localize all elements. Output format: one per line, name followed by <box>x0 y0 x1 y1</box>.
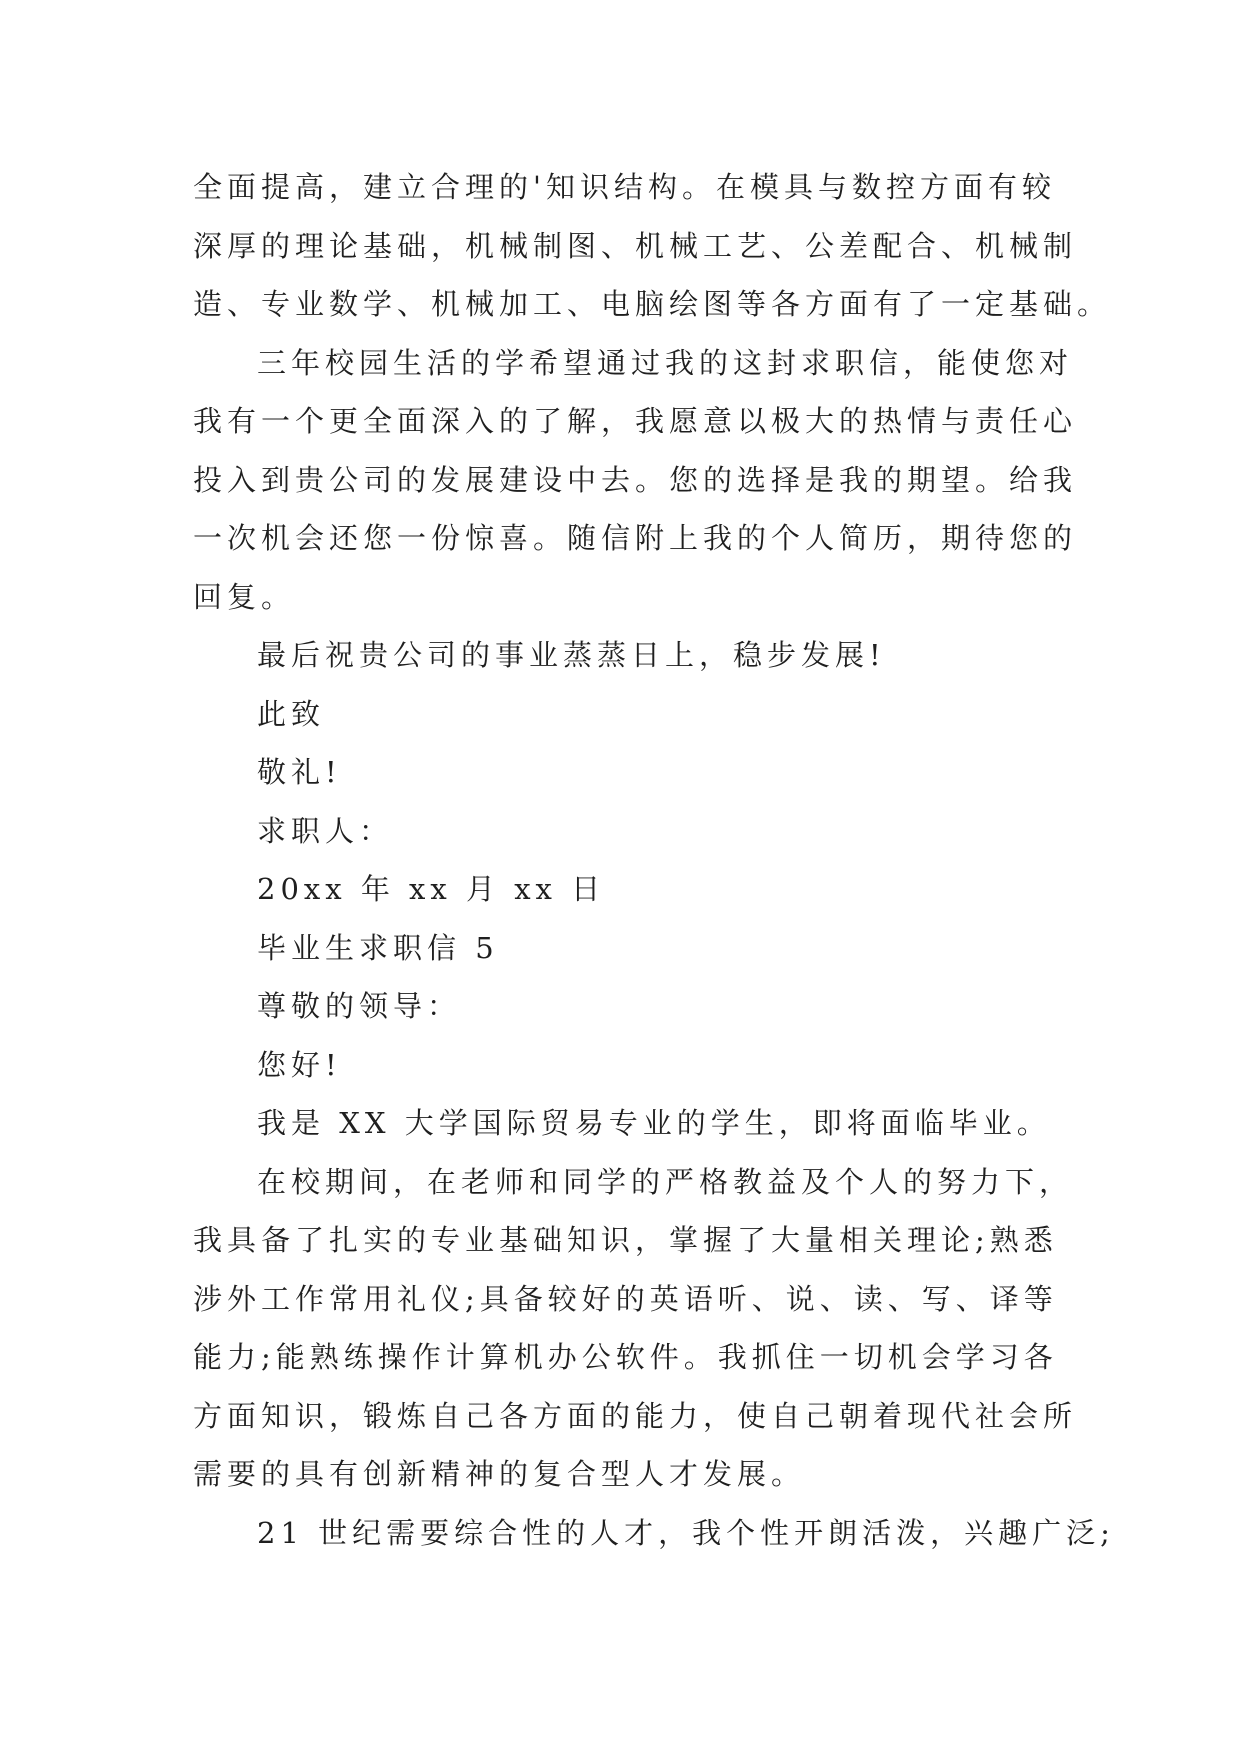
text-line: 深厚的理论基础，机械制图、机械工艺、公差配合、机械制 <box>193 228 1078 263</box>
text-line: 造、专业数学、机械加工、电脑绘图等各方面有了一定基础。 <box>193 287 1112 321</box>
text-line: 涉外工作常用礼仪;具备较好的英语听、说、读、写、译等 <box>193 1281 1058 1316</box>
letter-date: 20xx 年 xx 月 xx 日 <box>257 872 606 906</box>
signature-label: 求职人： <box>257 813 394 848</box>
greeting: 尊敬的领导： <box>257 989 462 1023</box>
text-line: 三年校园生活的学希望通过我的这封求职信，能使您对 <box>257 345 1074 380</box>
text-line: 回复。 <box>193 579 296 614</box>
closing-regards: 敬礼! <box>257 755 342 789</box>
closing-salutation: 此致 <box>257 696 326 731</box>
section-title: 毕业生求职信 5 <box>257 930 499 965</box>
text-line: 在校期间，在老师和同学的严格教益及个人的努力下， <box>257 1164 1074 1199</box>
text-line: 全面提高，建立合理的'知识结构。在模具与数控方面有较 <box>193 170 1056 204</box>
letter-body <box>193 158 1115 1562</box>
text-line: 我具备了扎实的专业基础知识，掌握了大量相关理论;熟悉 <box>193 1223 1058 1257</box>
greeting-hello: 您好! <box>257 1047 342 1082</box>
text-line: 最后祝贵公司的事业蒸蒸日上，稳步发展! <box>257 638 886 672</box>
text-line: 21 世纪需要综合性的人才，我个性开朗活泼，兴趣广泛; <box>257 1515 1115 1550</box>
text-line: 一次机会还您一份惊喜。随信附上我的个人简历，期待您的 <box>193 521 1078 555</box>
text-line: 投入到贵公司的发展建设中去。您的选择是我的期望。给我 <box>193 462 1078 497</box>
text-line: 需要的具有创新精神的复合型人才发展。 <box>193 1457 806 1491</box>
text-line: 能力;能熟练操作计算机办公软件。我抓住一切机会学习各 <box>193 1340 1058 1374</box>
text-line: 方面知识，锻炼自己各方面的能力，使自己朝着现代社会所 <box>193 1398 1078 1433</box>
text-line: 我有一个更全面深入的了解，我愿意以极大的热情与责任心 <box>193 404 1078 438</box>
text-line: 我是 XX 大学国际贸易专业的学生，即将面临毕业。 <box>257 1106 1051 1140</box>
